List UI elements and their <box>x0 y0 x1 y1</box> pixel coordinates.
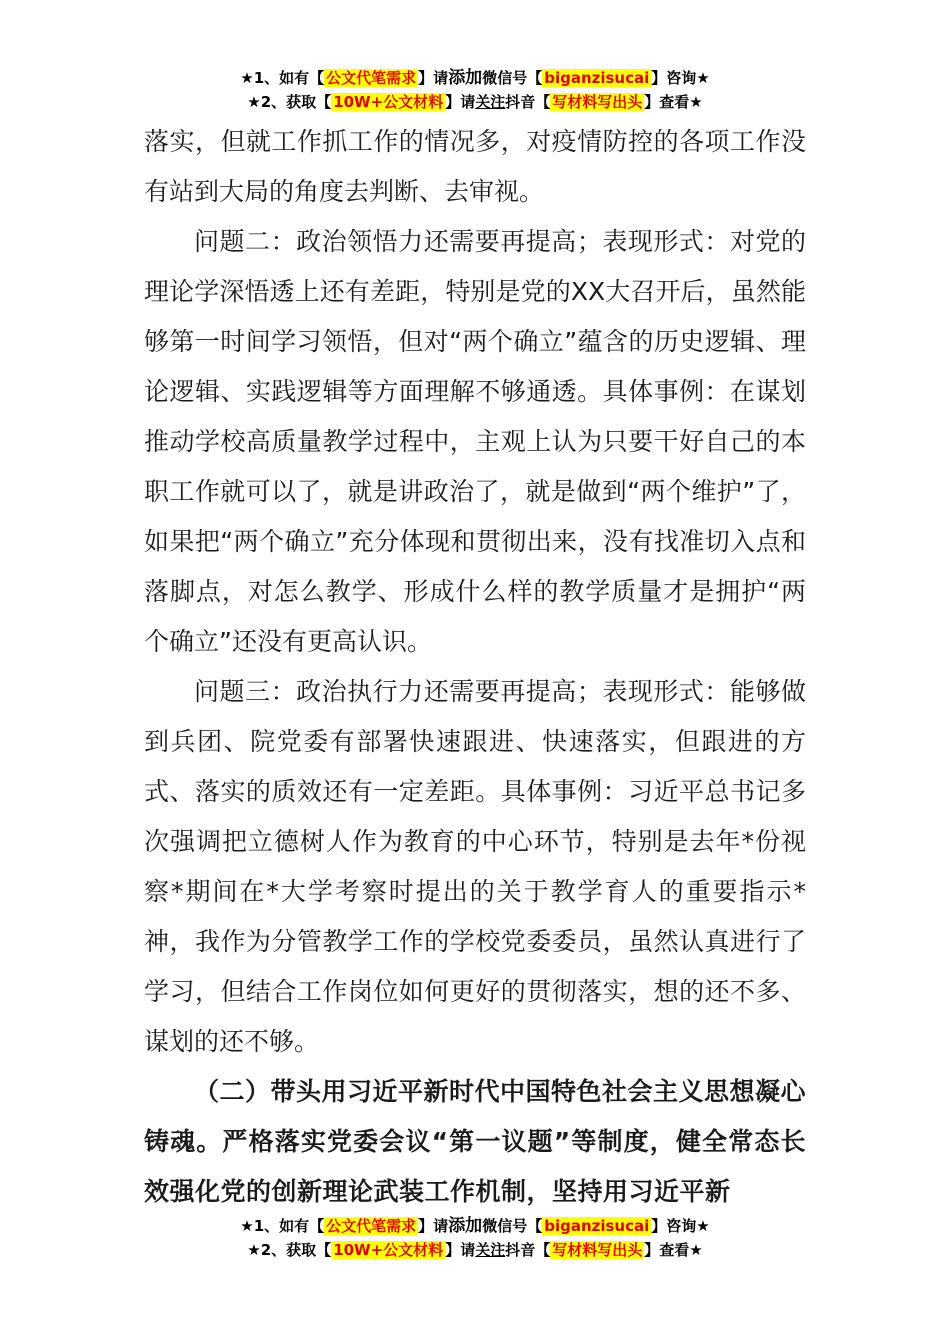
banner-text: 】请 <box>418 1217 449 1235</box>
banner-highlight: biganzisucai <box>544 69 650 87</box>
banner-text: 】请 <box>418 69 449 87</box>
banner-text: 】咨询★ <box>651 69 710 87</box>
banner-text: ★1、如有【 <box>240 1217 325 1235</box>
banner-text: 】请 <box>445 1241 476 1259</box>
banner-text: 】查看★ <box>644 93 703 111</box>
banner-highlight: biganzisucai <box>544 1217 650 1235</box>
banner-text: 微信号【 <box>482 1217 543 1235</box>
banner-line-1 <box>0 66 950 90</box>
banner-highlight: 10W+公文材料 <box>333 1241 444 1259</box>
document-body <box>144 117 806 1217</box>
banner-highlight: 写材料写出头 <box>552 1241 643 1259</box>
banner-highlight: 写材料写出头 <box>552 93 643 111</box>
banner-text: 微信号【 <box>482 69 543 87</box>
banner-text: 】查看★ <box>644 1241 703 1259</box>
paragraph-issue-three: 问题三：政治执行力还需要再提高；表现形式：能够做到兵团、院党委有部署快速跟进、快速落实，但跟进的方式、落实的质效还有一定差距。具体事例：习近平总书记多次强调把立德树人作为教育的中心环节，特别是去年*份视察*期间在*大学考察时提出的关于教学育人的重要指示*神，我作为分管教学工作的学校党委委员，虽然认真进行了学习，但结合工作岗位如何更好的贯彻落实，想的还不多、谋划的还不够。 <box>144 677 806 1056</box>
banner-line-1 <box>0 1214 950 1238</box>
section-heading-two: （二）带头用习近平新时代中国特色社会主义思想凝心铸魂。严格落实党委会议“第一议题”等制度，健全常态长效强化党的创新理论武装工作机制，坚持用习近平新 <box>144 1077 807 1206</box>
banner-highlight: 公文代笔需求 <box>326 1217 417 1235</box>
paragraph-issue-two: 问题二：政治领悟力还需要再提高；表现形式：对党的理论学深悟透上还有差距，特别是党的XX大召开后，虽然能够第一时间学习领悟，但对“两个确立”蕴含的历史逻辑、理论逻辑、实践逻辑等方面理解不够通透。具体事例：在谋划推动学校高质量教学过程中，主观上认为只要干好自己的本职工作就可以了，就是讲政治了，就是做到“两个维护”了，如果把“两个确立”充分体现和贯彻出来，没有找准切入点和落脚点，对怎么教学、形成什么样的教学质量才是拥护“两个确立”还没有更高认识。 <box>144 227 806 656</box>
banner-text: 抖音【 <box>505 1241 551 1259</box>
header-banner <box>0 66 950 114</box>
banner-highlight: 公文代笔需求 <box>326 69 417 87</box>
banner-emphasis: 关注 <box>475 1241 506 1259</box>
banner-line-2 <box>0 90 950 114</box>
banner-line-2 <box>0 1238 950 1262</box>
banner-text: ★2、获取【 <box>247 93 332 111</box>
banner-emphasis: 添加 <box>448 68 483 88</box>
paragraph-continuation: 落实，但就工作抓工作的情况多，对疫情防控的各项工作没有站到大局的角度去判断、去审视。 <box>144 127 806 206</box>
banner-text: ★2、获取【 <box>247 1241 332 1259</box>
footer-banner <box>0 1214 950 1262</box>
banner-emphasis: 添加 <box>448 1216 483 1236</box>
banner-highlight: 10W+公文材料 <box>333 93 444 111</box>
banner-emphasis: 关注 <box>475 93 506 111</box>
banner-text: 】请 <box>445 93 476 111</box>
banner-text: 抖音【 <box>505 93 551 111</box>
banner-text: 】咨询★ <box>651 1217 710 1235</box>
banner-text: ★1、如有【 <box>240 69 325 87</box>
